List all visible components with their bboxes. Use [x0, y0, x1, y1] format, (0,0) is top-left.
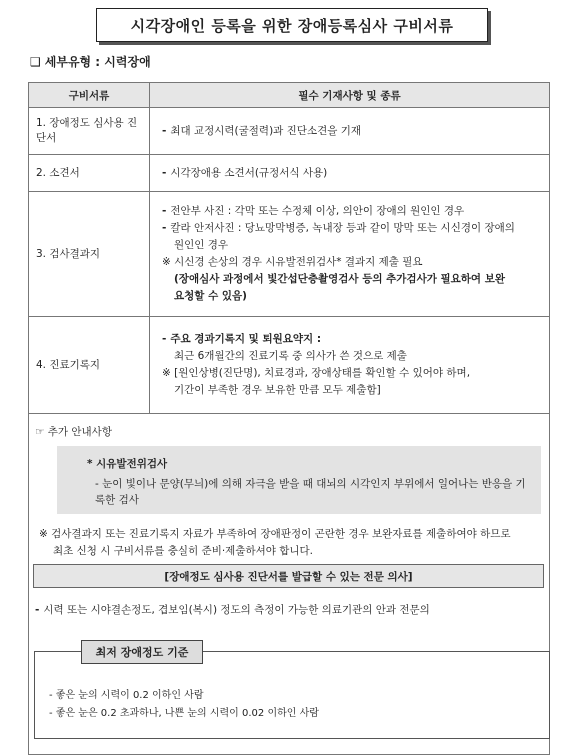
pointing-hand-icon: ☞	[35, 426, 45, 438]
doctor-section-header: [장애정도 심사용 진단서를 발급할 수 있는 전문 의사]	[33, 564, 544, 588]
criteria-title: 최저 장애정도 기준	[81, 640, 203, 664]
document-name: 4. 진료기록지	[29, 317, 150, 414]
requirement-line: 주요 경과기록지 및 퇴원요약지 :	[170, 333, 322, 345]
square-bullet-icon: ❑	[30, 55, 41, 69]
table-row	[29, 108, 550, 155]
doctor-text: 시력 또는 시야결손정도, 겹보임(복시) 정도의 측정이 가능한 의료기관의 안과 전문의	[43, 604, 430, 616]
requirement-cell: - 시각장애용 소견서(규정서식 사용)	[150, 155, 550, 192]
table-row	[29, 317, 550, 414]
subtype-heading	[30, 53, 151, 70]
additional-info-label: 추가 안내사항	[47, 426, 112, 438]
requirement-line: 요청할 수 있음)	[174, 290, 247, 302]
table-row	[29, 155, 550, 192]
criteria-line: - 좋은 눈의 시력이 0.2 이하인 사람	[49, 690, 204, 701]
doctor-section-text: - 시력 또는 시야결손정도, 겹보임(복시) 정도의 측정이 가능한 의료기관의 안과 전문의	[35, 604, 430, 616]
requirement-cell: - 최대 교정시력(굴절력)과 진단소견을 기재	[150, 108, 550, 155]
requirement-line: ※ 시신경 손상의 경우 시유발전위검사* 결과지 제출 필요	[162, 256, 423, 268]
document-name: 3. 검사결과지	[29, 192, 150, 317]
document-name: 1. 장애정도 심사용 진단서	[29, 108, 150, 155]
vep-box	[57, 446, 541, 514]
requirement-line: (장애심사 과정에서 빛간섭단층촬영검사 등의 추가검사가 필요하여 보완	[174, 273, 506, 285]
requirement-cell: - 전안부 사진 : 각막 또는 수정체 이상, 의안이 장애의 원인인 경우 - 칼라 안저사진 : 당뇨망막병증, 녹내장 등과 같이 망막 또는 시신경이 장애의 원인인 경우 ※ 시신경 손상의 경우 시유발전위검사* 결과지 제출 필요 (장애심사 과정에서 빛간섭단층촬영검사 등의 추가검사가 필요하여 보완 요청할 수 있음)	[150, 192, 550, 317]
subtype-label: 세부유형 : 시력장애	[44, 55, 151, 69]
requirement-line: 최대 교정시력(굴절력)과 진단소견을 기재	[170, 124, 361, 137]
page-title: 시각장애인 등록을 위한 장애등록심사 구비서류	[96, 8, 488, 42]
requirement-line: 기간이 부족한 경우 보유한 만큼 모두 제출함]	[174, 384, 381, 396]
table-row	[29, 192, 550, 317]
vep-text: - 눈이 빛이나 문양(무늬)에 의해 자극을 받을 때 대뇌의 시각인지 부위에서 일어나는 반응을 기록한 검사	[95, 478, 526, 506]
table-header-row	[29, 83, 550, 108]
column-header-requirements: 필수 기재사항 및 종류	[150, 83, 550, 108]
requirement-line: 전안부 사진 : 각막 또는 수정체 이상, 의안이 장애의 원인인 경우	[170, 205, 465, 217]
note-line: ※ 검사결과지 또는 진료기록지 자료가 부족하여 장애판정이 곤란한 경우 보완자료를 제출하여야 하므로	[39, 528, 511, 540]
requirement-line: 시각장애용 소견서(규정서식 사용)	[170, 166, 328, 179]
requirement-line: 원인인 경우	[174, 239, 229, 251]
vep-title: * 시유발전위검사	[87, 458, 168, 470]
criteria-line: - 좋은 눈은 0.2 초과하나, 나쁜 눈의 시력이 0.02 이하인 사람	[49, 708, 319, 719]
column-header-document: 구비서류	[29, 83, 150, 108]
requirement-cell: - 주요 경과기록지 및 퇴원요약지 : 최근 6개월간의 진료기록 중 의사가 쓴 것으로 제출 ※ [원인상병(진단명), 치료경과, 장애상태를 확인할 수 있어야 하며, 기간이 부족한 경우 보유한 만큼 모두 제출함]	[150, 317, 550, 414]
requirement-line: 칼라 안저사진 : 당뇨망막병증, 녹내장 등과 같이 망막 또는 시신경이 장애의	[170, 222, 515, 234]
requirement-line: 최근 6개월간의 진료기록 중 의사가 쓴 것으로 제출	[174, 350, 407, 362]
note-line: 최초 신청 시 구비서류를 충실히 준비·제출하셔야 합니다.	[53, 545, 313, 557]
supplement-note	[39, 526, 539, 560]
requirement-line: ※ [원인상병(진단명), 치료경과, 장애상태를 확인할 수 있어야 하며,	[162, 367, 471, 379]
additional-info-heading	[35, 424, 112, 439]
document-name: 2. 소견서	[29, 155, 150, 192]
criteria-box	[34, 646, 550, 739]
